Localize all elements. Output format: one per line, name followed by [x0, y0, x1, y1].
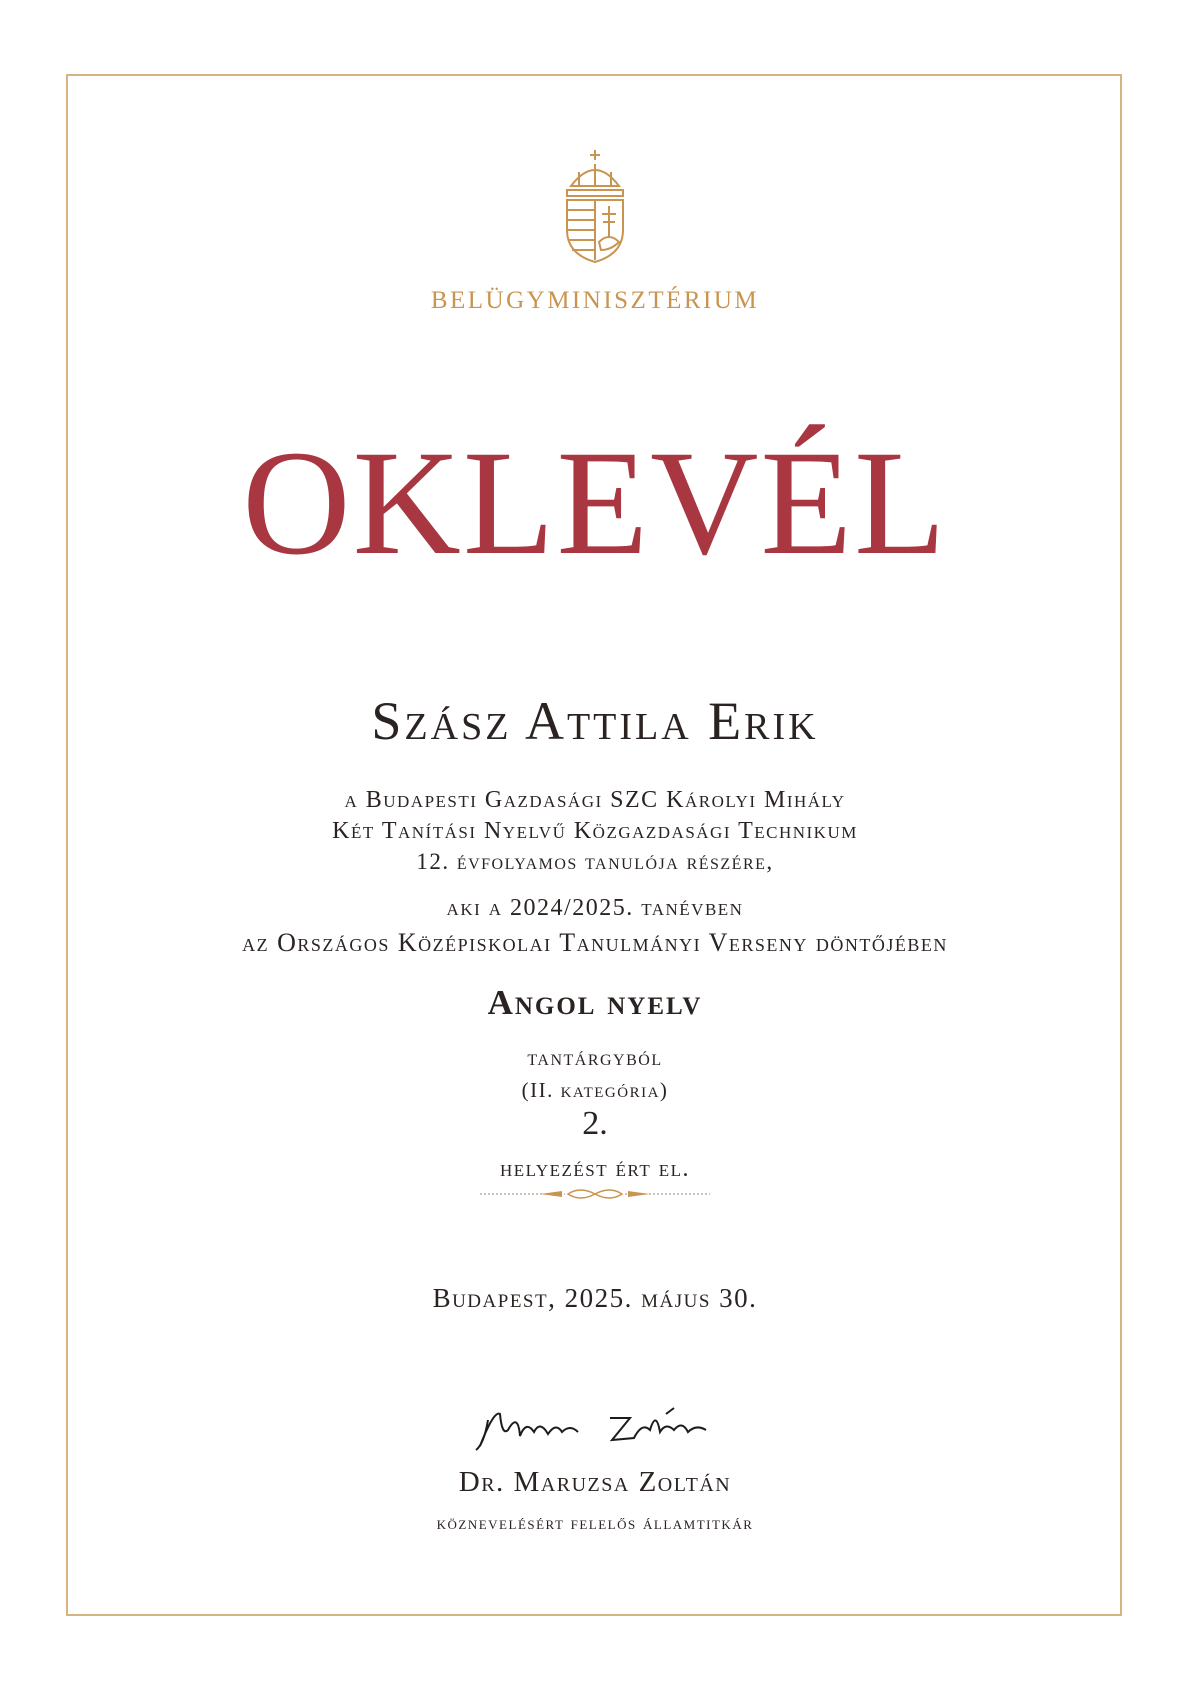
- divider-ornament-icon: [480, 1186, 710, 1202]
- school-line-1: a Budapesti Gazdasági SZC Károlyi Mihály: [344, 787, 846, 813]
- placement-text: helyezést ért el.: [500, 1156, 690, 1182]
- competition-line: az Országos Középiskolai Tanulmányi Verseny döntőjében: [242, 928, 948, 957]
- coat-of-arms-icon: [555, 146, 635, 266]
- handwritten-signature: [470, 1400, 720, 1460]
- recipient-name: Szász Attila Erik: [371, 691, 819, 751]
- category-label: (II. kategória): [521, 1078, 669, 1102]
- subject-suffix: tantárgyból: [527, 1045, 663, 1070]
- subject-name: Angol nyelv: [487, 983, 703, 1022]
- place-and-date: Budapest, 2025. május 30.: [432, 1283, 758, 1313]
- signer-title: köznevelésért felelős államtitkár: [436, 1513, 754, 1534]
- school-line-3: 12. évfolyamos tanulója részére,: [416, 849, 774, 874]
- school-line-2: Két Tanítási Nyelvű Közgazdasági Technikum: [332, 818, 858, 844]
- ministry-name: BELÜGYMINISZTÉRIUM: [430, 287, 760, 314]
- school-year-line: aki a 2024/2025. tanévben: [446, 895, 744, 921]
- signer-name: Dr. Maruzsa Zoltán: [458, 1466, 732, 1498]
- certificate-title: OKLEVÉL: [242, 420, 948, 586]
- placement-number: 2.: [582, 1105, 608, 1142]
